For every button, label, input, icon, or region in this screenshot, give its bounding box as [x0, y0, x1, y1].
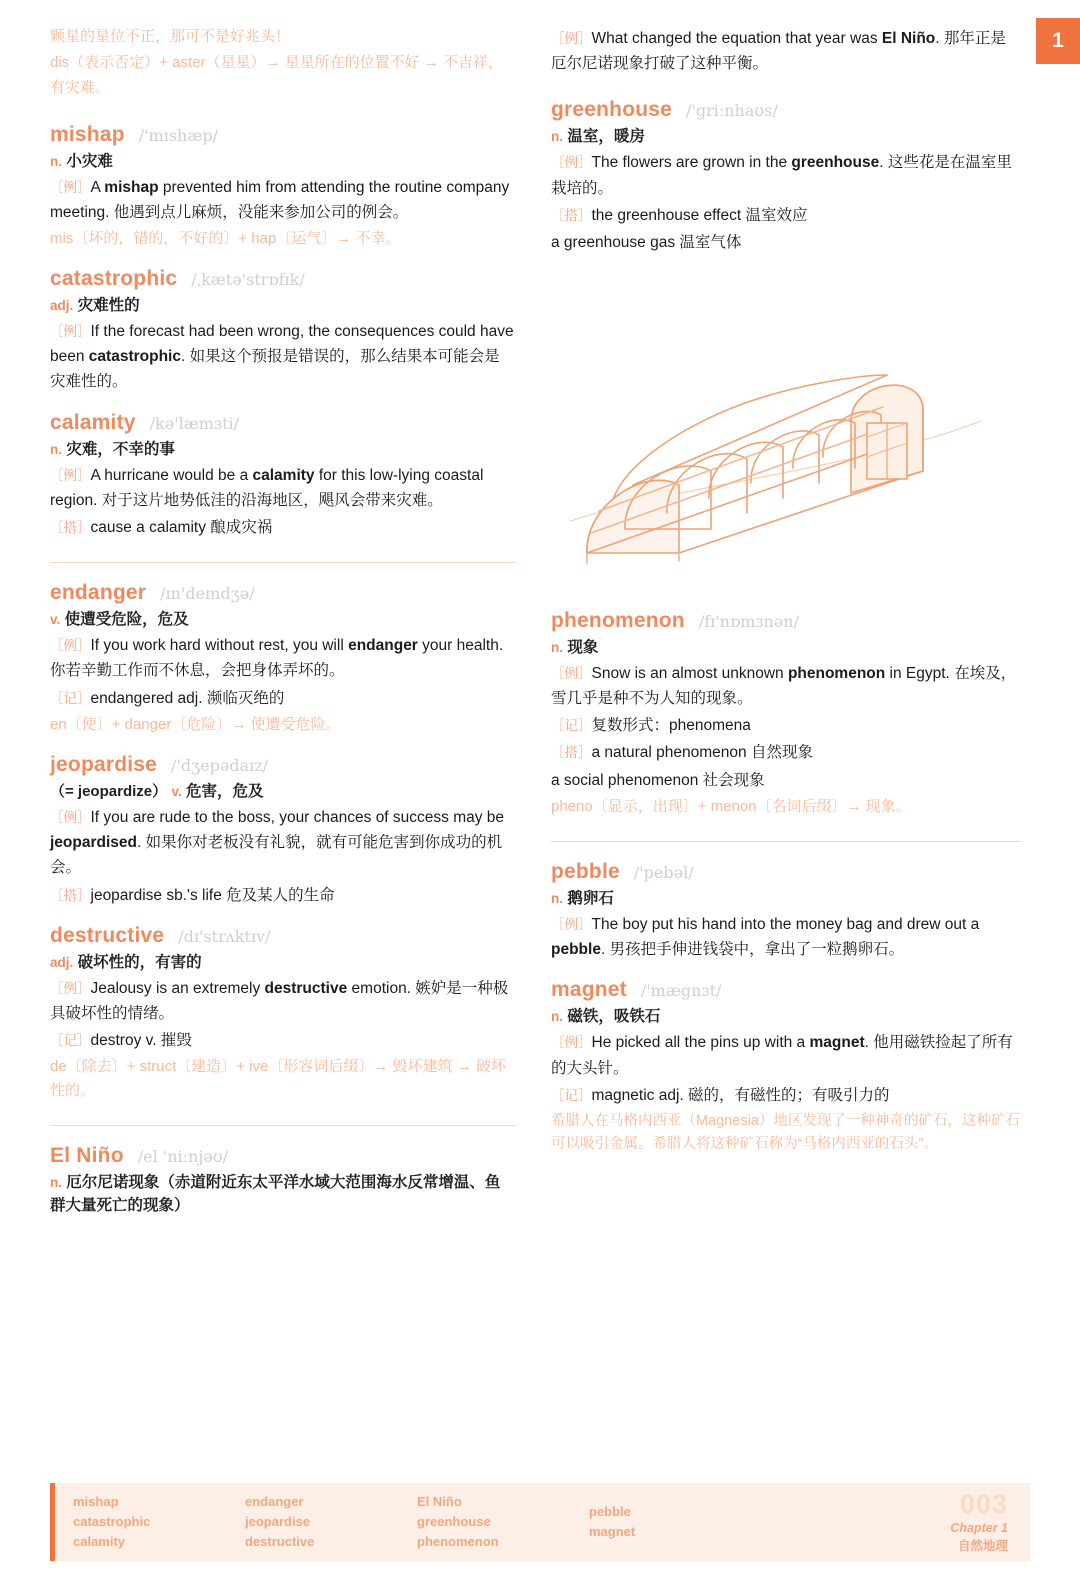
headword-line: [551, 98, 1021, 122]
footer-column-2: [245, 1492, 417, 1552]
chapter-label-cn: 自然地理: [957, 1538, 1008, 1553]
headword-line: [50, 1144, 515, 1168]
example-keyword: endanger: [348, 637, 418, 655]
memo-tag: ［记］: [50, 1033, 91, 1049]
entry-greenhouse: [551, 98, 1021, 255]
footer-word: calamity: [73, 1534, 126, 1550]
footer-column-3: [417, 1492, 589, 1552]
example-line: [551, 661, 1021, 711]
collocation-line: [50, 883, 515, 908]
example-cn: 如果你对老板没有礼貌，就有可能危害到你成功的机会。: [50, 834, 503, 877]
definition: 鹅卵石: [567, 889, 614, 907]
pos: n.: [50, 153, 62, 169]
etymology: de〔除去〕+ struct〔建造〕+ ive〔形容词后缀〕→ 毁坏建筑 → 破坏性的。: [50, 1058, 506, 1100]
example-line: [551, 912, 1021, 962]
example-cn: 男孩把手伸进钱袋中，拿出了一粒鹅卵石。: [609, 941, 905, 959]
two-column-layout: [50, 24, 1030, 1424]
definition: 温室，暖房: [567, 128, 645, 146]
example-keyword: greenhouse: [791, 154, 880, 172]
memo-en: destroy v.: [90, 1032, 161, 1050]
memo-en: magnetic adj.: [591, 1086, 688, 1104]
headword: pebble: [551, 859, 620, 883]
example-tag: ［例］: [50, 810, 91, 826]
pos: n.: [551, 890, 563, 906]
entry-calamity: [50, 411, 515, 541]
example-en-tail: .: [935, 30, 944, 47]
footer-word: destructive: [245, 1534, 315, 1550]
example-cn: 嫉妒是一种极具破坏性的情绪。: [50, 979, 509, 1022]
pos-line: [551, 125, 1021, 148]
left-top-fragment-line-2: dis（表示否定）+ aster（星星）→ 星星所在的位置不好 → 不吉祥，有灾难。: [50, 53, 503, 96]
memo-en: endangered adj.: [90, 689, 207, 707]
right-top-fragment: [551, 26, 1021, 76]
definition: 危害，危及: [186, 782, 264, 800]
headword: catastrophic: [50, 266, 178, 290]
etymology: mis〔坏的，错的，不好的〕+ hap〔运气〕→ 不幸。: [50, 229, 401, 247]
page-tab-number: 1: [1036, 18, 1080, 64]
definition: 灾难性的: [77, 296, 140, 314]
memo-cn: 濒临灭绝的: [206, 689, 285, 707]
headword: greenhouse: [551, 98, 673, 122]
collocation-en: cause a calamity: [90, 519, 211, 537]
memo-line: [50, 1028, 515, 1053]
example-line: [50, 633, 515, 683]
headword-line: [50, 411, 515, 435]
entry-el-nino: [50, 1144, 515, 1218]
example-en: Snow is an almost unknown: [591, 665, 788, 683]
example-tag: ［例］: [551, 1035, 592, 1051]
example-en: A hurricane would be a: [90, 466, 253, 484]
headword: phenomenon: [551, 608, 685, 632]
left-top-fragment: [50, 24, 515, 101]
phonetic: /kə'læmɜti/: [149, 413, 240, 433]
phonetic: /ɪn'deɪndʒə/: [160, 584, 255, 604]
example-en: The boy put his hand into the money bag and drew out a: [591, 915, 980, 933]
pos-line: [50, 438, 515, 461]
example-keyword: phenomenon: [787, 665, 886, 683]
definition: 现象: [567, 638, 599, 656]
collocation-tag: ［搭］: [551, 745, 592, 761]
collocation-line: [551, 203, 1021, 228]
footer-right: [950, 1488, 1016, 1554]
example-line: [50, 463, 515, 513]
definition: 厄尔尼诺现象（赤道附近东太平洋水域大范围海水反常增温、鱼群大量死亡的现象）: [50, 1174, 501, 1215]
headword: calamity: [50, 410, 136, 434]
headword-line: [50, 753, 515, 777]
pos-line: [551, 1005, 1021, 1028]
pos-line: [50, 951, 515, 974]
phonetic: /fɪ'nɒmɜnən/: [698, 611, 799, 631]
example-en: Jealousy is an extremely: [90, 979, 265, 997]
pos: n.: [551, 1009, 563, 1025]
section-divider: [50, 1125, 515, 1126]
example-en-tail: .: [600, 941, 610, 959]
headword-line: [50, 123, 515, 147]
pos: adj.: [50, 297, 74, 313]
example-tag: ［例］: [50, 179, 91, 195]
section-divider: [50, 562, 515, 563]
memo-tag: ［记］: [551, 718, 592, 734]
example-en: A: [90, 178, 105, 196]
headword-line: [551, 978, 1021, 1002]
headword-line: [551, 609, 1021, 633]
headword-line: [50, 581, 515, 605]
example-tag: ［例］: [50, 467, 91, 483]
example-keyword: jeopardised: [50, 834, 137, 852]
example-keyword: pebble: [551, 941, 601, 959]
collocation-cn: 温室气体: [679, 233, 742, 251]
footer-word: jeopardise: [245, 1513, 311, 1529]
left-top-fragment-line-1: 颗星的星位不正，那可不是好兆头！: [50, 28, 291, 45]
example-en-tail: .: [137, 834, 146, 852]
pos: n.: [50, 1175, 62, 1191]
pos: n.: [50, 441, 62, 457]
example-line: [551, 150, 1021, 200]
page-number: 003: [959, 1488, 1008, 1519]
collocation-en: jeopardise sb.'s life: [90, 886, 227, 904]
definition: 破坏性的，有害的: [77, 953, 202, 971]
example-line: [50, 319, 515, 394]
example-line: [551, 1030, 1021, 1080]
greenhouse-illustration: [551, 271, 1021, 591]
headword-line: [50, 267, 515, 291]
entry-pebble: [551, 860, 1021, 962]
example-cn: 那年正是厄尔尼诺现象打破了这种平衡。: [551, 30, 1006, 73]
footer-word: El Niño: [417, 1493, 462, 1509]
pos-line: [50, 150, 515, 173]
collocation-en: a greenhouse gas: [551, 233, 680, 251]
chapter-label: Chapter 1: [950, 1520, 1008, 1535]
footer-word: pebble: [589, 1503, 631, 1519]
memo-line: [50, 686, 515, 711]
example-en-tail: .: [180, 348, 190, 366]
entry-destructive: [50, 924, 515, 1104]
example-line: [50, 175, 515, 225]
example-cn: 这些花是在温室里栽培的。: [551, 154, 1012, 197]
example-tag: ［例］: [551, 666, 592, 682]
example-cn: 他用磁铁捡起了所有的大头针。: [551, 1034, 1013, 1077]
footer-word: phenomenon: [417, 1534, 499, 1550]
memo-cn: 磁的，有磁性的；有吸引力的: [688, 1086, 890, 1104]
phonetic: /ˌkætə'strɒfɪk/: [191, 269, 305, 289]
word-story-note: 希腊人在马格内西亚（Magnesia）地区发现了一种神奇的矿石，这种矿石可以吸引金属。希腊人将这种矿石称为“马格内西亚的石头”。: [551, 1112, 1020, 1153]
phonetic: /'pebəl/: [633, 862, 694, 882]
footer-column-1: [73, 1492, 245, 1552]
headword-line: [551, 860, 1021, 884]
collocation-line-2: [551, 230, 1021, 255]
footer-word: magnet: [589, 1524, 636, 1539]
collocation-tag: ［搭］: [50, 887, 91, 903]
footer-word: endanger: [245, 1493, 304, 1509]
definition: 使遭受危险，危及: [64, 611, 189, 629]
example-en: If the forecast had been wrong, the consequences could have been: [50, 323, 514, 366]
page-footer: [50, 1483, 1030, 1561]
etymology: pheno〔显示，出现〕+ menon〔名词后缀〕→ 现象。: [551, 797, 911, 815]
phonetic: /dɪ'strʌktɪv/: [178, 926, 271, 946]
example-en-tail: in Egypt.: [885, 665, 955, 683]
phonetic: /el 'niːnjəʊ/: [137, 1147, 229, 1167]
memo-cn: 摧毁: [160, 1032, 192, 1050]
collocation-en: a natural phenomenon: [591, 744, 751, 762]
entry-magnet: [551, 978, 1021, 1157]
pos-line: [551, 636, 1021, 659]
entry-catastrophic: [50, 267, 515, 395]
collocation-tag: ［搭］: [551, 207, 592, 223]
footer-word: greenhouse: [417, 1513, 491, 1529]
footer-word: catastrophic: [73, 1513, 151, 1529]
definition: 小灾难: [66, 152, 113, 170]
entry-mishap: [50, 123, 515, 251]
headword-line: [50, 924, 515, 948]
headword: magnet: [551, 978, 627, 1002]
pos: v.: [171, 783, 182, 799]
example-tag: ［例］: [551, 31, 592, 46]
collocation-line: [551, 740, 1021, 765]
entry-phenomenon: [551, 609, 1021, 819]
footer-column-4: [589, 1502, 761, 1542]
example-en: He picked all the pins up with a: [591, 1034, 810, 1052]
example-cn: 如果这个预报是错误的，那么结果本可能会是灾难性的。: [50, 348, 500, 391]
example-tag: ［例］: [551, 916, 592, 932]
variant-spelling: （= jeopardize）: [50, 782, 168, 800]
example-keyword: El Niño: [881, 30, 936, 47]
definition: 磁铁，吸铁石: [567, 1008, 661, 1026]
memo-tag: ［记］: [551, 1087, 592, 1103]
phonetic: /'griːnhaʊs/: [686, 101, 778, 121]
headword: endanger: [50, 581, 147, 605]
collocation-cn: 自然现象: [750, 744, 813, 762]
etymology: en〔使〕+ danger〔危险〕→ 使遭受危险。: [50, 715, 341, 733]
example-line: [50, 805, 515, 880]
example-keyword: catastrophic: [88, 348, 181, 366]
phonetic: /'mægnɜt/: [640, 981, 722, 1001]
example-tag: ［例］: [50, 638, 91, 654]
pos-line: [50, 1171, 515, 1218]
pos: n.: [551, 129, 563, 145]
memo-line: [551, 713, 1021, 738]
example-tag: ［例］: [551, 155, 592, 171]
collocation-cn: 社会现象: [702, 771, 765, 789]
pos: adj.: [50, 954, 74, 970]
phonetic: /'mɪshæp/: [138, 125, 218, 145]
example-tag: ［例］: [50, 980, 91, 996]
headword: jeopardise: [50, 752, 158, 776]
example-keyword: destructive: [264, 979, 348, 997]
example-en: If you are rude to the boss, your chances of success may be: [90, 809, 505, 827]
headword: El Niño: [50, 1144, 124, 1168]
collocation-line: [50, 515, 515, 540]
memo-line: [551, 1083, 1021, 1108]
pos-line: [50, 780, 515, 804]
example-en-tail: prevented him from attending the routine company meeting.: [50, 178, 510, 221]
collocation-cn: 酿成灾祸: [210, 519, 273, 537]
memo-tag: ［记］: [50, 690, 91, 706]
pos: n.: [551, 639, 563, 655]
phonetic: /'dʒepədaɪz/: [171, 755, 269, 775]
example-cn: 他遇到点儿麻烦，没能来参加公司的例会。: [113, 203, 409, 221]
example-en: The flowers are grown in the: [591, 154, 792, 172]
collocation-cn: 危及某人的生命: [226, 886, 335, 904]
example-cn: 对于这片地势低洼的沿海地区，飓风会带来灾难。: [101, 491, 443, 509]
right-column: [551, 24, 1021, 1424]
section-divider: [551, 841, 1021, 842]
example-en-tail: emotion.: [347, 979, 416, 997]
example-en-tail: for this low-lying coastal region.: [50, 466, 484, 509]
collocation-line-2: [551, 768, 1021, 793]
pos: v.: [50, 612, 61, 628]
example-en: If you work hard without rest, you will: [90, 637, 349, 655]
entry-jeopardise: [50, 753, 515, 908]
collocation-tag: ［搭］: [50, 520, 91, 536]
example-keyword: calamity: [252, 466, 315, 484]
example-keyword: magnet: [809, 1034, 865, 1052]
footer-word: mishap: [73, 1493, 119, 1509]
example-en-tail: .: [879, 154, 888, 172]
headword: mishap: [50, 122, 125, 146]
pos-line: [551, 887, 1021, 910]
definition: 灾难，不幸的事: [66, 440, 175, 458]
example-cn: 你若辛勤工作而不休息，会把身体弄坏的。: [50, 662, 345, 680]
pos-line: [50, 608, 515, 631]
collocation-en: the greenhouse effect: [591, 206, 746, 224]
entry-endanger: [50, 581, 515, 737]
collocation-en: a social phenomenon: [551, 771, 703, 789]
example-en-tail: .: [864, 1034, 874, 1052]
example-keyword: mishap: [104, 178, 159, 196]
collocation-cn: 温室效应: [745, 206, 808, 224]
example-cn: 在埃及，雪几乎是种不为人知的现象。: [551, 665, 1017, 708]
example-en-tail: your health.: [417, 637, 504, 655]
memo-cn: 复数形式：phenomena: [591, 717, 751, 735]
pos-line: [50, 294, 515, 317]
example-tag: ［例］: [50, 324, 91, 340]
example-en: What changed the equation that year was: [591, 30, 882, 47]
example-line: [50, 976, 515, 1026]
headword: destructive: [50, 923, 165, 947]
left-column: [50, 24, 515, 1424]
